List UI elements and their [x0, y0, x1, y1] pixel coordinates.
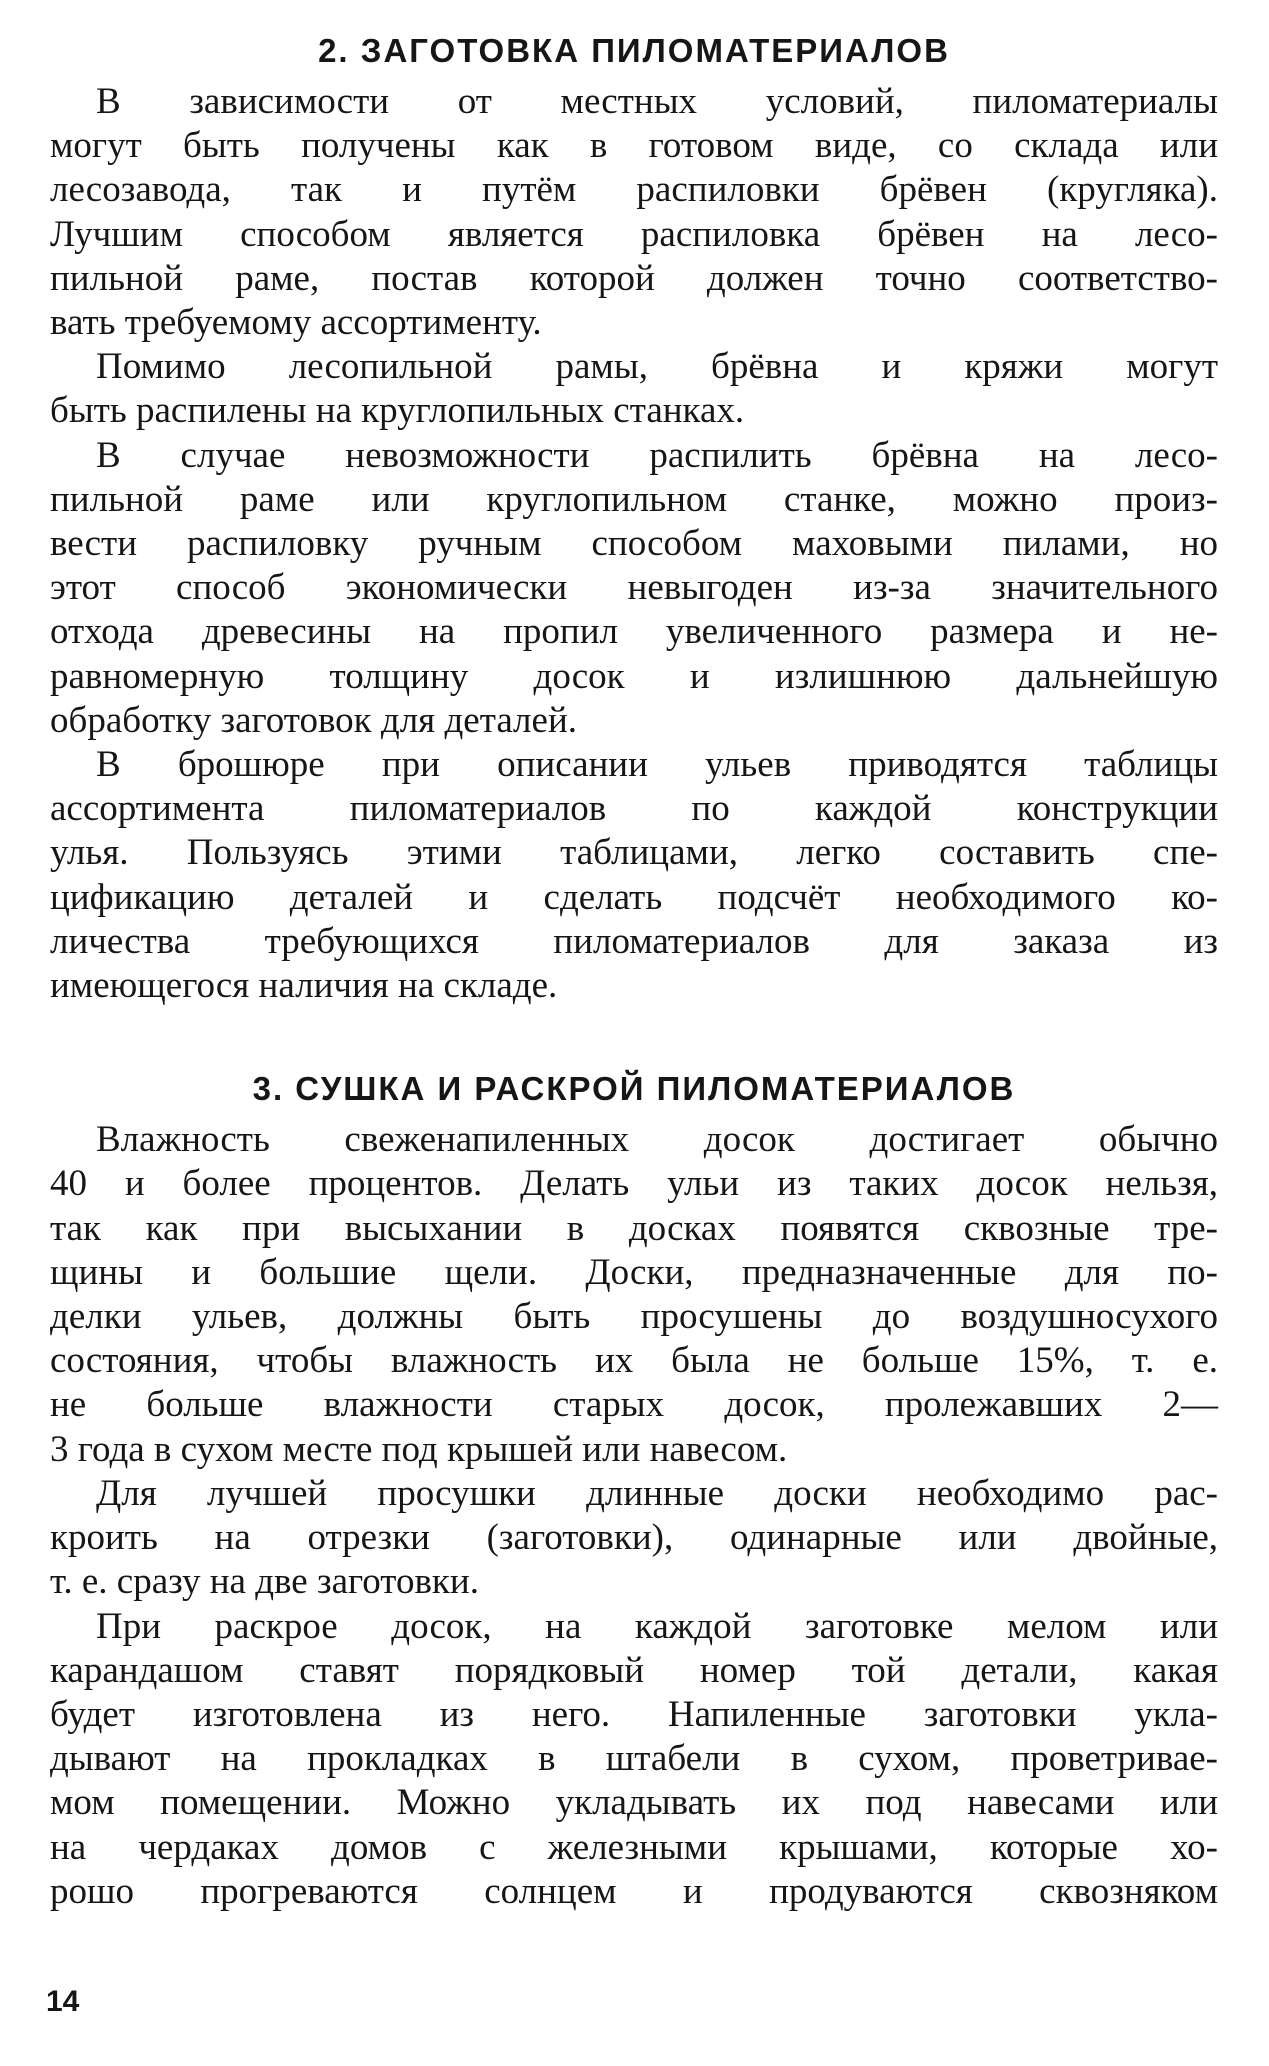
text-line: Влажность свеженапиленных досок достигает обычно [96, 1119, 1218, 1161]
text-line: дывают на прокладках в штабели в сухом, проветривае- [50, 1738, 1218, 1780]
text-line: карандашом ставят порядковый номер той детали, какая [50, 1649, 1218, 1691]
text-line: этот способ экономически невыгоден из-за значительного [50, 567, 1218, 609]
text-line: будет изготовлена из него. Напиленные заготовки укла- [50, 1693, 1218, 1735]
text-line: Для лучшей просушки длинные доски необходимо рас- [96, 1472, 1218, 1514]
text-line: лесозавода, так и путём распиловки брёвен (кругляка). [50, 169, 1218, 211]
text-line: вать требуемому ассортименту. [50, 302, 542, 344]
text-line: В брошюре при описании ульев приводятся таблицы [96, 744, 1218, 786]
text-line: улья. Пользуясь этими таблицами, легко составить спе- [50, 832, 1218, 874]
text-line: обработку заготовок для деталей. [50, 699, 577, 741]
section-heading-2: 2. ЗАГОТОВКА ПИЛОМАТЕРИАЛОВ [318, 32, 950, 69]
text-line: не больше влажности старых досок, пролежавших 2— [50, 1384, 1218, 1426]
text-line: личества требующихся пиломатериалов для заказа из [50, 920, 1218, 962]
text-line: 3 года в сухом месте под крышей или навесом. [50, 1428, 788, 1470]
paragraph [50, 1118, 1218, 1472]
text-line: пильной раме, постав которой должен точно соответство- [50, 257, 1218, 299]
text-line: При раскрое досок, на каждой заготовке мелом или [96, 1605, 1218, 1647]
text-line: т. е. сразу на две заготовки. [50, 1561, 479, 1603]
text-line: Помимо лесопильной рамы, брёвна и кряжи могут [96, 346, 1218, 388]
text-line: равномерную толщину досок и излишнюю дальнейшую [50, 655, 1218, 697]
text-line: ассортимента пиломатериалов по каждой конструкции [50, 788, 1218, 830]
text-line: на чердаках домов с железными крышами, которые хо- [50, 1826, 1218, 1868]
text-line: состояния, чтобы влажность их была не больше 15%, т. е. [50, 1340, 1218, 1382]
book-page [50, 22, 1218, 1914]
text-line: пильной раме или круглопильном станке, можно произ- [50, 478, 1218, 520]
text-line: Лучшим способом является распиловка брёвен на лесо- [50, 213, 1218, 255]
text-line: быть распилены на круглопильных станках. [50, 390, 745, 432]
text-line: кроить на отрезки (заготовки), одинарные или двойные, [50, 1517, 1218, 1559]
paragraph [50, 80, 1218, 345]
text-line: рошо прогреваются солнцем и продуваются сквозняком [50, 1870, 1218, 1912]
paragraph [50, 1472, 1218, 1605]
text-line: могут быть получены как в готовом виде, со склада или [50, 125, 1218, 167]
paragraph [50, 434, 1218, 743]
text-line: В зависимости от местных условий, пиломатериалы [96, 81, 1218, 122]
text-line: отхода древесины на пропил увеличенного размера и не- [50, 611, 1218, 653]
paragraph [50, 345, 1218, 433]
text-line: щины и большие щели. Доски, предназначенные для по- [50, 1251, 1218, 1293]
text-line: мом помещении. Можно укладывать их под навесами или [50, 1782, 1218, 1824]
text-line: имеющегося наличия на складе. [50, 965, 558, 1007]
text-line: цификацию деталей и сделать подсчёт необходимого ко- [50, 876, 1218, 918]
paragraph [50, 1605, 1218, 1914]
paragraph [50, 743, 1218, 1008]
section-heading-3: 3. СУШКА И РАСКРОЙ ПИЛОМАТЕРИАЛОВ [252, 1070, 1016, 1108]
text-line: вести распиловку ручным способом маховыми пилами, но [50, 523, 1218, 565]
text-line: делки ульев, должны быть просушены до воздушносухого [50, 1296, 1218, 1338]
text-line: 40 и более процентов. Делать ульи из таких досок нельзя, [50, 1163, 1218, 1205]
text-line: так как при высыхании в досках появятся сквозные тре- [50, 1207, 1218, 1249]
text-line: В случае невозможности распилить брёвна на лесо- [96, 434, 1218, 476]
page-number: 14 [46, 1985, 80, 2018]
